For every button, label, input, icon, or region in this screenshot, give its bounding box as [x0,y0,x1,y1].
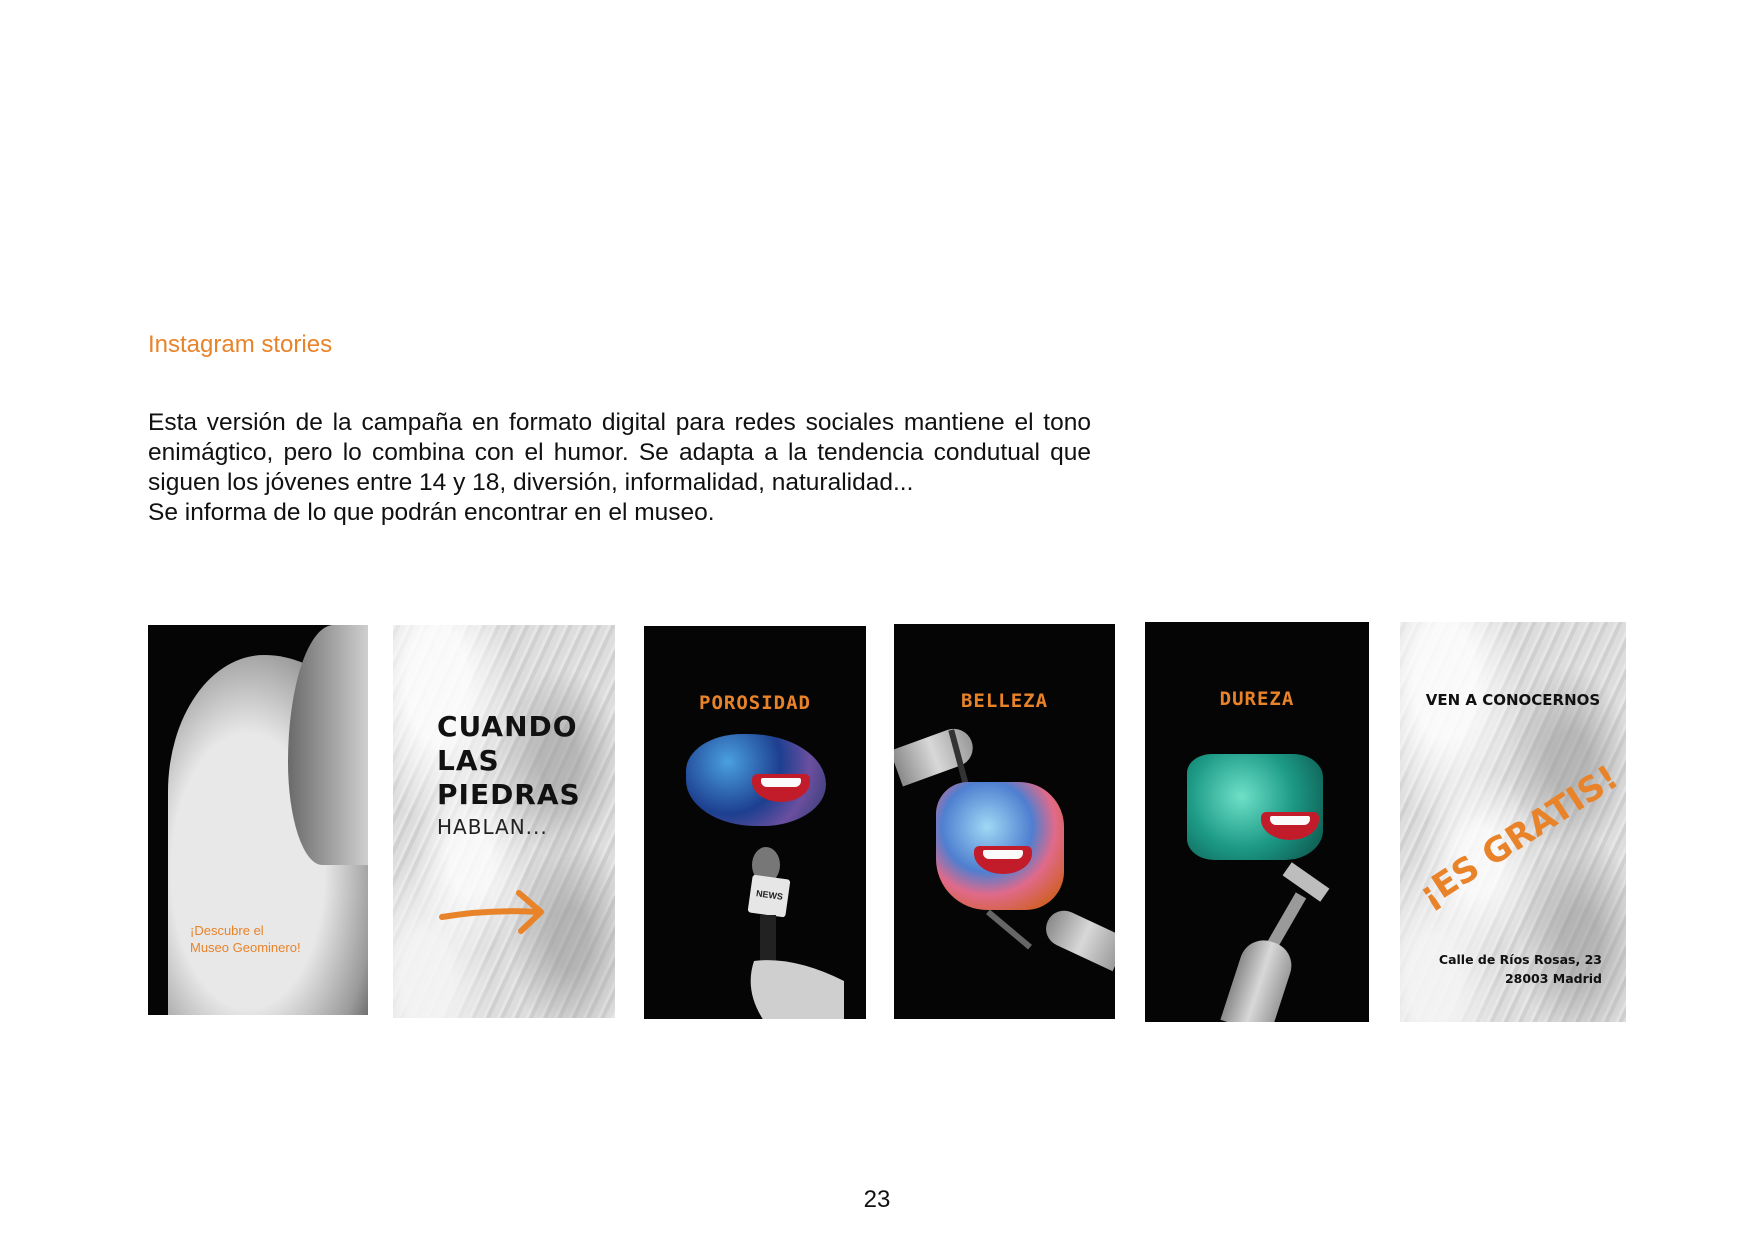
page-number: 23 [863,1186,891,1213]
microphone-image [724,841,844,1019]
story-dureza [1145,622,1369,1022]
headline-line-3: PIEDRAS [437,778,581,811]
story-porosidad [644,626,866,1019]
body-paragraph-1: Esta versión de la campaña en formato digital para redes sociales mantiene el tono enimágtico, pero lo combina con el humor. Se adapta a la tendencia condutual que siguen los jóvenes entre 14 y 18, diversión, informalidad, naturalidad... [148,409,1091,496]
story-whisper-hand [148,625,368,1015]
address-line-1: Calle de Ríos Rosas, 23 [1438,952,1602,967]
arm-image-2 [1040,905,1115,971]
body-paragraph-2: Se informa de lo que podrán encontrar en el museo. [148,499,715,526]
museum-address [1439,950,1602,988]
hammer-head [1283,862,1330,901]
headline-line-2: LAS [437,744,500,777]
headline-line-1: CUANDO [437,710,578,743]
cta-line-1: ¡Descubre el [190,923,264,938]
mic-label: NEWS [755,888,784,902]
mineral-image [1187,754,1323,860]
story-heading: DUREZA [1219,688,1295,710]
story-ven-a-conocernos [1400,622,1626,1022]
story-heading: POROSIDAD [699,692,811,714]
arm-image [1220,934,1297,1022]
headline-subline: HABLAN... [437,815,548,839]
story-heading: VEN A CONOCERNOS [1425,691,1601,709]
cta-line-2: Museo Geominero! [190,940,301,955]
story-cta [190,922,360,956]
address-line-2: 28003 Madrid [1504,971,1602,986]
free-entry-headline: ¡ES GRATIS! [1412,757,1626,916]
story-cuando-las-piedras [393,625,615,1018]
story-heading: BELLEZA [960,690,1049,712]
arrow-right-icon [439,887,549,937]
story-belleza [894,624,1115,1019]
story-headline [437,710,581,812]
brush-image-2 [986,910,1032,950]
section-title: Instagram stories [148,331,333,358]
body-text [148,408,1091,528]
